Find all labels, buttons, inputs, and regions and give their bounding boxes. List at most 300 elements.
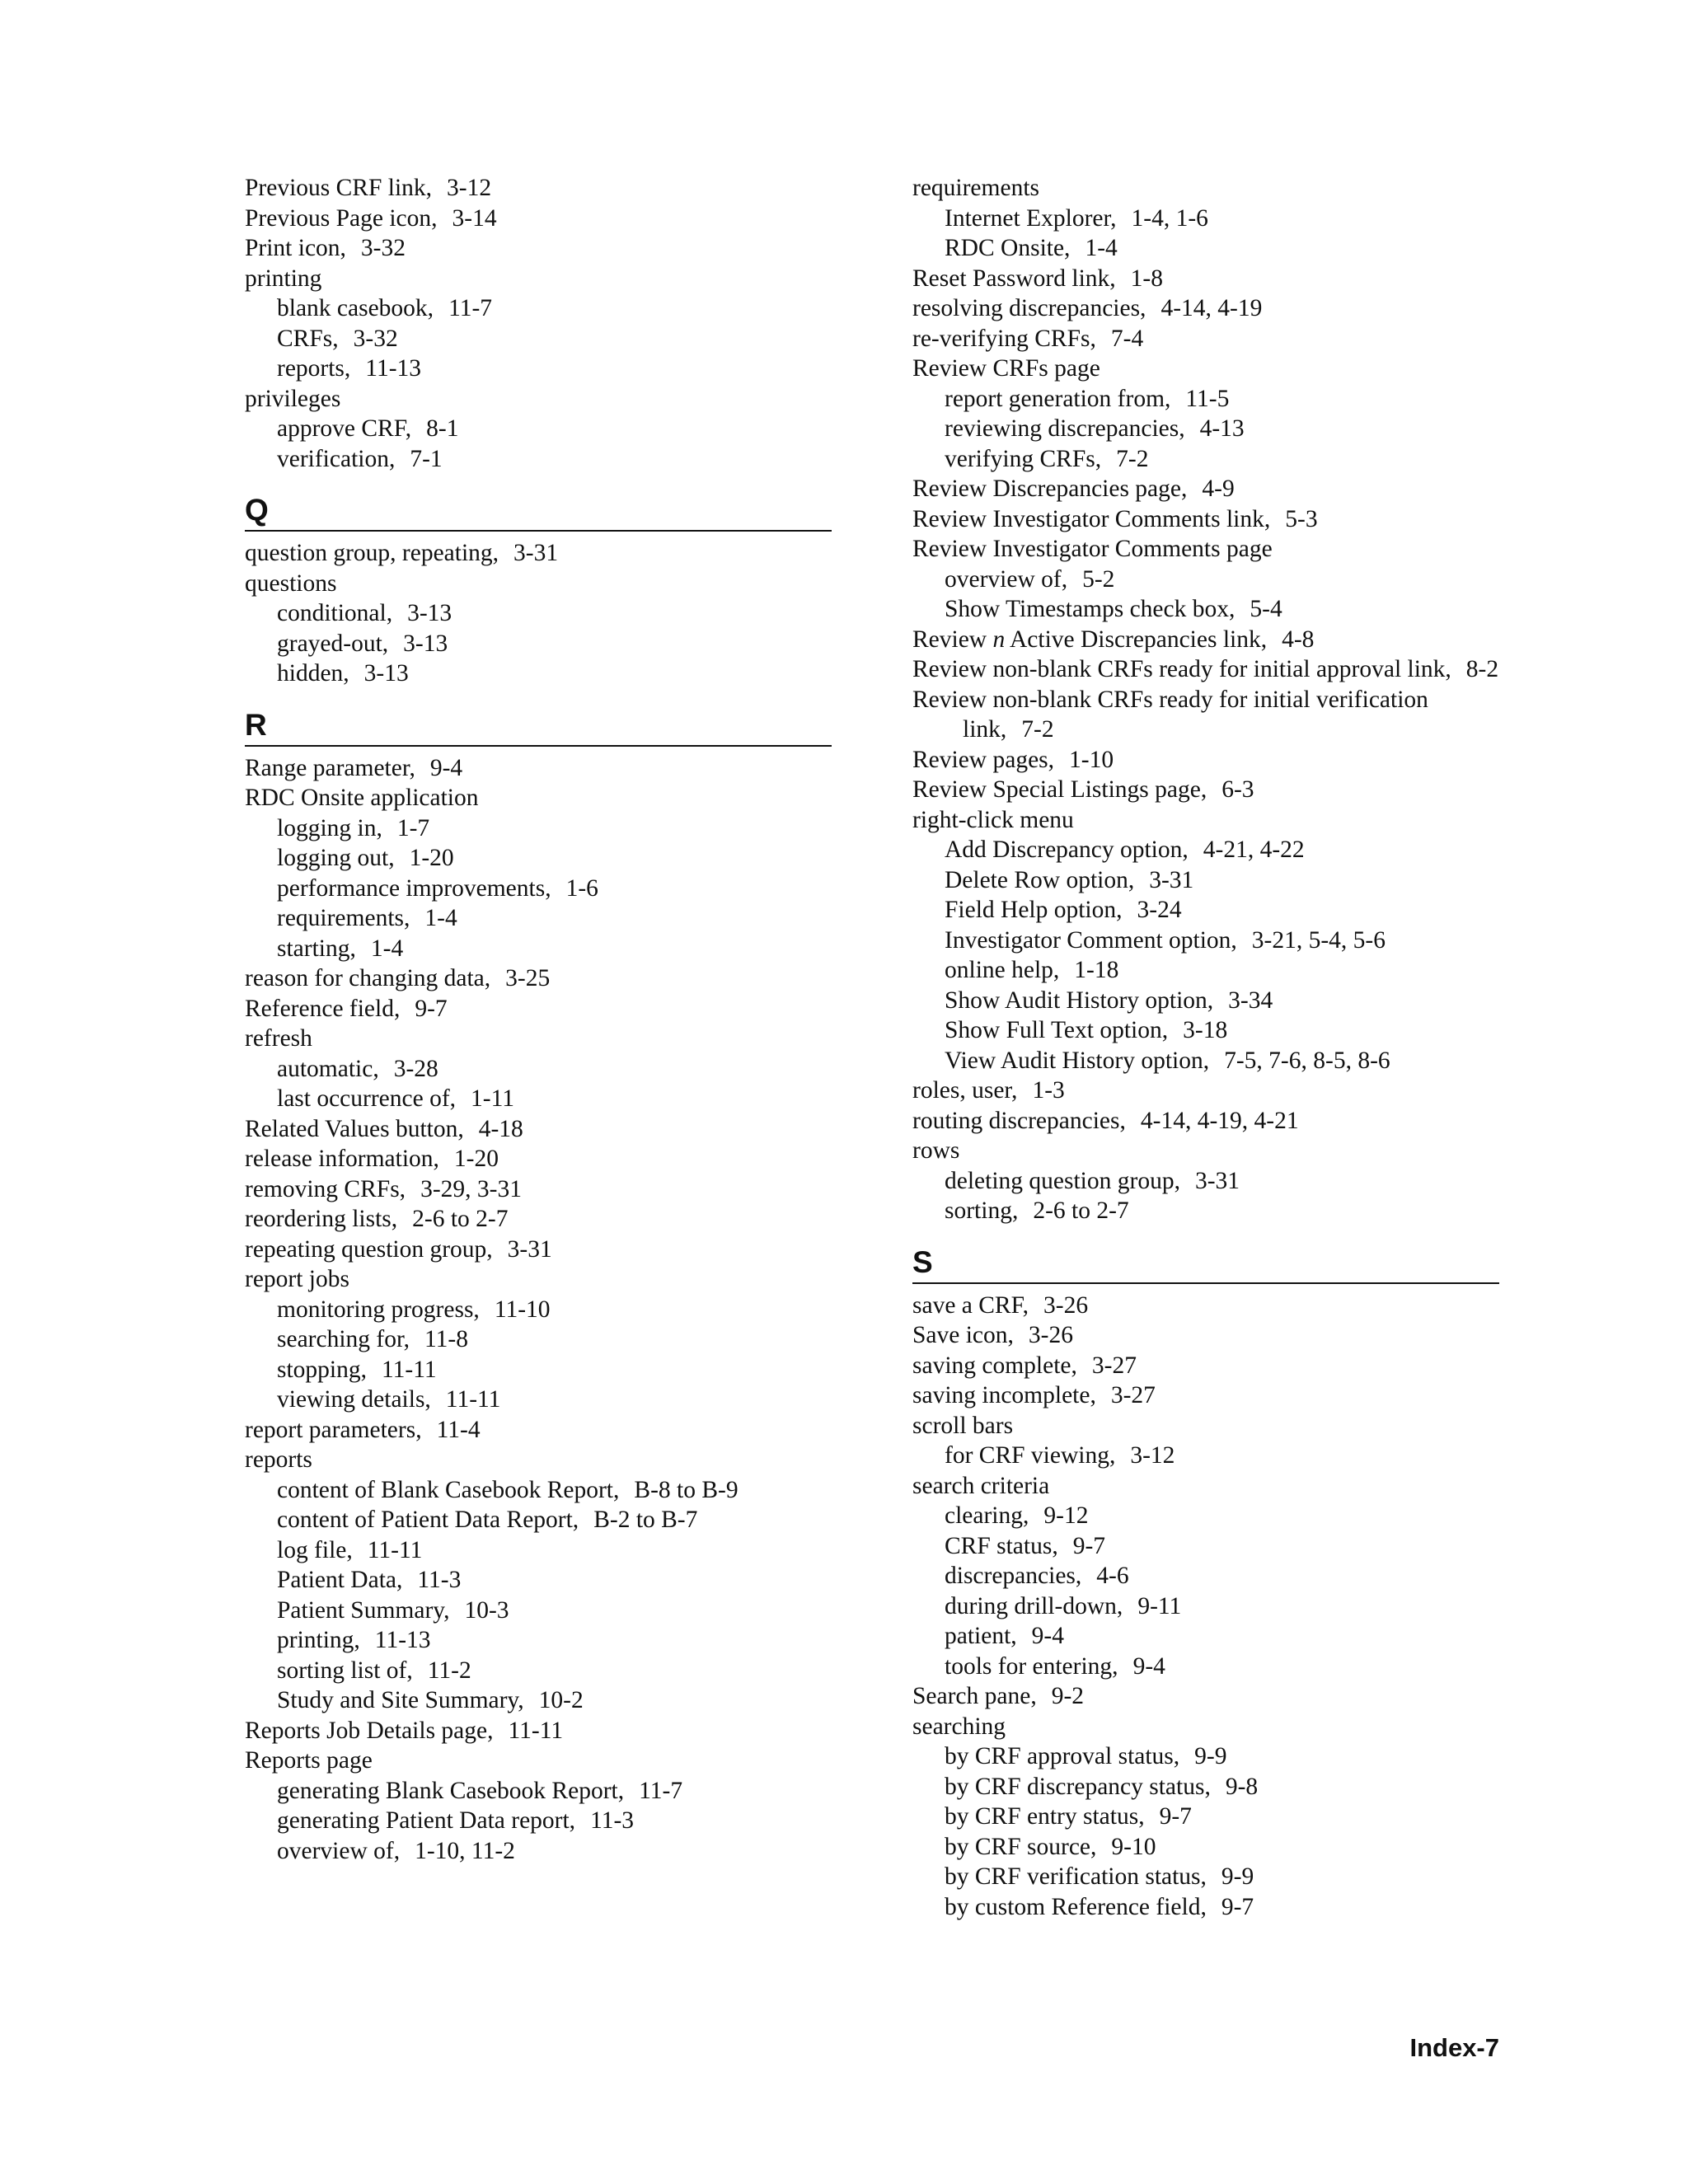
entry-term: refresh (245, 1025, 312, 1052)
index-entry (912, 1712, 1499, 1742)
index-subentry (912, 1652, 1499, 1682)
entry-term: reports, (277, 355, 351, 382)
page-reference: 4-21, 4-22 (1203, 837, 1305, 863)
index-entry (245, 1746, 832, 1776)
page-reference: 11-2 (427, 1657, 471, 1684)
index-entry (245, 753, 832, 784)
index-subentry (245, 1625, 832, 1656)
page-reference: 7-1 (410, 445, 443, 472)
page-reference: 11-3 (590, 1807, 635, 1834)
page-reference: 4-8 (1282, 626, 1315, 653)
index-subentry (245, 598, 832, 629)
entry-term: Review Investigator Comments link, (912, 505, 1271, 532)
index-subentry (245, 414, 832, 444)
entry-term: searching for, (277, 1326, 410, 1352)
index-entry (245, 1174, 832, 1205)
index-entry (245, 1445, 832, 1475)
index-subentry (245, 354, 832, 384)
index-column-right (912, 173, 1499, 1922)
entry-term: content of Patient Data Report, (277, 1507, 579, 1533)
entry-term: sorting list of, (277, 1657, 413, 1684)
index-entry (245, 1716, 832, 1746)
index-subentry (245, 1836, 832, 1867)
index-entry (245, 994, 832, 1024)
entry-term: Patient Data, (277, 1567, 403, 1593)
index-subentry (912, 1741, 1499, 1772)
entry-term-italic: n (992, 626, 1006, 653)
index-subentry (245, 658, 832, 689)
index-entry (245, 783, 832, 813)
entry-term: Review (912, 626, 993, 653)
page-reference: 11-11 (445, 1386, 501, 1413)
page-reference: 10-3 (464, 1596, 509, 1624)
index-subentry (245, 934, 832, 964)
index-subentry (245, 629, 832, 659)
index-subentry (912, 1832, 1499, 1863)
index-subentry (912, 444, 1499, 475)
page-reference: 11-13 (374, 1627, 431, 1653)
index-subentry (912, 1166, 1499, 1197)
page-reference: 1-11 (471, 1085, 515, 1112)
entry-term: stopping, (277, 1356, 367, 1383)
entry-term: grayed-out, (277, 630, 389, 657)
entry-term: release information, (245, 1146, 439, 1172)
entry-term: logging in, (277, 814, 382, 841)
page-reference: 1-20 (409, 845, 454, 871)
page-reference: 3-21, 5-4, 5-6 (1251, 926, 1386, 954)
page-reference: B-2 to B-7 (593, 1507, 698, 1533)
index-entry (912, 1076, 1499, 1106)
index-entry (912, 775, 1499, 805)
index-entry (912, 1136, 1499, 1166)
page-reference: 4-13 (1199, 415, 1245, 442)
index-entry (245, 1024, 832, 1054)
index-subentry (245, 1505, 832, 1535)
page-reference: 7-4 (1110, 325, 1144, 352)
index-subentry (912, 895, 1499, 926)
index-entry (912, 474, 1499, 504)
entry-term: by CRF source, (945, 1833, 1097, 1860)
page-reference: 11-4 (436, 1416, 481, 1443)
page-reference: 7-2 (1021, 716, 1054, 743)
entry-term: Search pane, (912, 1683, 1037, 1709)
index-entry (912, 293, 1499, 324)
page-reference: 11-11 (382, 1356, 437, 1383)
entry-term: Review Investigator Comments page (912, 536, 1273, 562)
entry-term: Show Full Text option, (945, 1017, 1169, 1043)
page-reference: 11-10 (494, 1296, 551, 1323)
page-reference: 2-6 to 2-7 (412, 1206, 509, 1232)
entry-term: reason for changing data, (245, 965, 491, 991)
index-subentry (912, 1441, 1499, 1471)
entry-term: rows (912, 1137, 960, 1164)
page-reference: 3-26 (1043, 1291, 1089, 1319)
page-reference: 1-4, 1-6 (1131, 204, 1208, 232)
entry-term: reports (245, 1446, 312, 1473)
page-reference: 1-8 (1130, 265, 1163, 292)
index-subentry (245, 1385, 832, 1415)
entry-term: performance improvements, (277, 874, 551, 902)
index-subentry (912, 865, 1499, 896)
entry-term: Add Discrepancy option, (945, 837, 1189, 863)
entry-term: Review non-blank CRFs ready for initial verification link, (912, 686, 1428, 743)
entry-term: by CRF discrepancy status, (945, 1773, 1211, 1800)
index-entry (245, 1204, 832, 1235)
page-reference: 4-14, 4-19 (1160, 295, 1263, 321)
page-reference: 3-13 (403, 630, 448, 657)
page-reference: 5-4 (1250, 596, 1282, 622)
entry-term: conditional, (277, 600, 393, 626)
page-reference: 9-7 (415, 995, 448, 1022)
index-subentry (912, 565, 1499, 595)
index-subentry (245, 1475, 832, 1506)
index-entry (912, 685, 1499, 745)
index-subentry (912, 955, 1499, 986)
page-reference: 11-7 (448, 295, 493, 321)
page-reference: 9-10 (1111, 1833, 1156, 1860)
index-subentry (912, 1015, 1499, 1046)
index-subentry (245, 1806, 832, 1836)
index-subentry (912, 233, 1499, 264)
page-reference: 5-2 (1082, 565, 1115, 593)
page-reference: 9-2 (1051, 1683, 1085, 1709)
entry-term: generating Patient Data report, (277, 1807, 576, 1834)
entry-term: Patient Summary, (277, 1596, 450, 1624)
page-reference: 4-14, 4-19, 4-21 (1140, 1107, 1299, 1134)
index-entry (912, 1291, 1499, 1321)
entry-term: sorting, (945, 1197, 1019, 1224)
entry-term: report generation from, (945, 385, 1171, 412)
index-entry (912, 625, 1499, 655)
entry-term: questions (245, 569, 337, 597)
page-reference: 4-6 (1096, 1563, 1129, 1589)
entry-term: repeating question group, (245, 1235, 493, 1263)
entry-term: verification, (277, 445, 396, 472)
page-reference: 3-14 (452, 204, 497, 232)
page-reference: 3-12 (1130, 1442, 1175, 1469)
entry-term: overview of, (945, 565, 1068, 593)
entry-term: during drill-down, (945, 1592, 1123, 1619)
entry-term: printing (245, 265, 322, 292)
page-reference: 11-8 (424, 1326, 468, 1352)
page-reference: 9-7 (1159, 1803, 1192, 1830)
page-reference: 11-11 (508, 1717, 564, 1744)
index-subentry (912, 384, 1499, 415)
index-subentry (245, 1054, 832, 1085)
entry-term: right-click menu (912, 806, 1074, 833)
index-subentry (245, 903, 832, 934)
index-subentry (912, 1561, 1499, 1591)
index-subentry (912, 204, 1499, 234)
index-subentry (245, 1535, 832, 1566)
index-subentry (912, 1862, 1499, 1892)
index-entry (912, 173, 1499, 204)
page-reference: 6-3 (1221, 776, 1254, 803)
entry-term: Reports page (245, 1747, 373, 1774)
page-reference: 4-18 (478, 1115, 523, 1142)
page-reference: 2-6 to 2-7 (1033, 1197, 1129, 1224)
entry-term: save a CRF, (912, 1291, 1029, 1319)
index-subentry (245, 874, 832, 904)
entry-term: Previous Page icon, (245, 204, 438, 232)
page-reference: 8-1 (426, 415, 459, 442)
entry-term: resolving discrepancies, (912, 295, 1146, 321)
page-reference: 10-2 (538, 1687, 584, 1713)
entry-term: Show Timestamps check box, (945, 596, 1236, 622)
index-column-left (245, 173, 832, 1866)
index-subentry (912, 414, 1499, 444)
index-subentry (245, 1596, 832, 1626)
index-subentry (245, 1776, 832, 1807)
entry-term: RDC Onsite application (245, 785, 479, 811)
entry-term: Internet Explorer, (945, 204, 1117, 232)
entry-term: verifying CRFs, (945, 445, 1102, 472)
entry-term: generating Blank Casebook Report, (277, 1777, 625, 1804)
page-reference: 7-2 (1116, 445, 1149, 472)
entry-term: CRFs, (277, 325, 339, 352)
index-subentry (245, 1355, 832, 1385)
page-reference: 4-9 (1202, 476, 1235, 502)
page-reference: 3-26 (1028, 1322, 1073, 1348)
page-reference: 11-3 (417, 1567, 462, 1593)
index-subentry (245, 1656, 832, 1686)
entry-term: viewing details, (277, 1386, 431, 1413)
page-reference: 3-31 (507, 1235, 552, 1263)
index-subentry (912, 1892, 1499, 1923)
entry-term: scroll bars (912, 1412, 1014, 1439)
page-reference: 9-4 (429, 754, 463, 781)
page-reference: 3-12 (447, 175, 492, 201)
index-entry (245, 264, 832, 294)
index-entry (245, 538, 832, 569)
entry-term: automatic, (277, 1055, 379, 1082)
entry-term: by CRF approval status, (945, 1743, 1180, 1769)
index-subentry (912, 835, 1499, 865)
page-reference: 1-10, 11-2 (415, 1837, 515, 1864)
page-reference: 9-9 (1194, 1743, 1227, 1769)
index-entry (912, 1681, 1499, 1712)
page-reference: 1-4 (1085, 235, 1118, 261)
index-subentry (912, 1591, 1499, 1622)
index-entry (245, 173, 832, 204)
index-subentry (912, 986, 1499, 1016)
index-subentry (245, 444, 832, 475)
page-reference: 3-29, 3-31 (420, 1175, 522, 1202)
page-reference: 9-11 (1137, 1592, 1182, 1619)
page-reference: 3-18 (1183, 1017, 1228, 1043)
index-entry (912, 504, 1499, 535)
index-subentry (912, 926, 1499, 956)
index-subentry (245, 1685, 832, 1716)
index-entry (245, 963, 832, 994)
entry-term: CRF status, (945, 1532, 1058, 1559)
letter-heading: R (245, 689, 832, 747)
entry-term: Reference field, (245, 995, 401, 1022)
index-entry (245, 1264, 832, 1295)
index-entry (912, 1380, 1499, 1411)
entry-term: report jobs (245, 1266, 349, 1292)
index-subentry (912, 594, 1499, 625)
entry-term: starting, (277, 935, 356, 962)
index-subentry (245, 1324, 832, 1355)
page-reference: 3-32 (353, 325, 398, 352)
entry-term: requirements (912, 175, 1039, 201)
page-reference: 3-34 (1228, 987, 1273, 1014)
entry-term: last occurrence of, (277, 1085, 457, 1112)
entry-term: saving complete, (912, 1352, 1077, 1379)
index-entry (912, 1106, 1499, 1137)
entry-term: routing discrepancies, (912, 1107, 1126, 1134)
entry-term: by CRF verification status, (945, 1863, 1207, 1890)
entry-term: by CRF entry status, (945, 1803, 1145, 1830)
entry-term: Related Values button, (245, 1115, 464, 1142)
entry-term: Review pages, (912, 746, 1055, 773)
entry-term: Reports Job Details page, (245, 1717, 494, 1744)
entry-term: roles, user, (912, 1077, 1018, 1104)
entry-term: re-verifying CRFs, (912, 325, 1096, 352)
entry-term: Show Audit History option, (945, 987, 1214, 1014)
index-subentry (912, 1046, 1499, 1076)
page-reference: 8-2 (1465, 656, 1499, 682)
page-reference: 3-27 (1091, 1352, 1137, 1379)
index-entry (912, 745, 1499, 776)
page-reference: B-8 to B-9 (634, 1476, 738, 1503)
entry-term: Review non-blank CRFs ready for initial approval link, (912, 656, 1451, 682)
index-subentry (912, 1501, 1499, 1531)
page-reference: 9-9 (1221, 1863, 1254, 1890)
index-subentry (912, 1772, 1499, 1802)
entry-term: Reset Password link, (912, 265, 1116, 292)
entry-term: question group, repeating, (245, 540, 499, 566)
index-subentry (912, 1802, 1499, 1832)
page-reference: 11-7 (639, 1777, 683, 1804)
page-reference: 1-3 (1032, 1077, 1065, 1104)
index-entry (912, 1351, 1499, 1381)
entry-term: deleting question group, (945, 1167, 1180, 1194)
index-entry (245, 569, 832, 599)
entry-term: tools for entering, (945, 1652, 1118, 1680)
index-entry (912, 354, 1499, 384)
entry-term: View Audit History option, (945, 1047, 1210, 1074)
index-subentry (912, 1196, 1499, 1226)
index-entry (912, 654, 1499, 685)
entry-term: by custom Reference field, (945, 1893, 1207, 1920)
index-entry (912, 324, 1499, 354)
page-reference: 1-10 (1069, 746, 1114, 773)
index-subentry (245, 293, 832, 324)
entry-term: report parameters, (245, 1416, 422, 1443)
entry-term: log file, (277, 1536, 353, 1563)
entry-term: Field Help option, (945, 897, 1123, 923)
entry-term: Previous CRF link, (245, 175, 433, 201)
page-reference: 1-20 (453, 1146, 499, 1172)
page-reference: 1-4 (424, 905, 457, 931)
entry-term: Study and Site Summary, (277, 1687, 524, 1713)
page-reference: 1-18 (1074, 957, 1119, 983)
entry-term: logging out, (277, 845, 395, 871)
page-reference: 11-11 (367, 1536, 423, 1563)
entry-term: searching (912, 1713, 1006, 1740)
index-entry (245, 1144, 832, 1174)
entry-term: for CRF viewing, (945, 1442, 1116, 1469)
entry-term: Review Discrepancies page, (912, 476, 1188, 502)
entry-term: hidden, (277, 660, 349, 687)
page-reference: 9-7 (1072, 1532, 1106, 1559)
entry-term: removing CRFs, (245, 1175, 406, 1202)
page-reference: 3-31 (513, 540, 559, 566)
index-entry (912, 264, 1499, 294)
entry-term: Delete Row option, (945, 866, 1135, 893)
index-entry (912, 1411, 1499, 1441)
index-subentry (245, 813, 832, 844)
entry-term: blank casebook, (277, 295, 434, 321)
page-reference: 3-27 (1110, 1382, 1156, 1408)
entry-term: Print icon, (245, 235, 346, 261)
entry-term: privileges (245, 385, 341, 412)
page-reference: 3-31 (1194, 1167, 1240, 1194)
entry-term: overview of, (277, 1837, 401, 1864)
index-entry (912, 1320, 1499, 1351)
index-entry (245, 1235, 832, 1265)
entry-term: reordering lists, (245, 1206, 398, 1232)
page-reference: 9-7 (1221, 1893, 1254, 1920)
entry-term: patient, (945, 1623, 1017, 1649)
page-reference: 9-12 (1043, 1502, 1089, 1529)
entry-term: Investigator Comment option, (945, 926, 1237, 954)
letter-heading: S (912, 1226, 1499, 1284)
page-reference: 5-3 (1285, 505, 1318, 532)
index-entry (245, 233, 832, 264)
entry-term: Review CRFs page (912, 355, 1100, 382)
page-reference: 3-13 (363, 660, 409, 687)
index-entry (912, 534, 1499, 565)
index-subentry (245, 1084, 832, 1114)
index-entry (912, 1471, 1499, 1502)
entry-term: approve CRF, (277, 415, 412, 442)
index-subentry (912, 1531, 1499, 1562)
letter-heading: Q (245, 474, 832, 532)
index-subentry (912, 1621, 1499, 1652)
page-reference: 11-13 (365, 355, 422, 382)
entry-term: content of Blank Casebook Report, (277, 1476, 620, 1503)
page-reference: 9-4 (1031, 1623, 1064, 1649)
index-subentry (245, 1565, 832, 1596)
index-entry (245, 204, 832, 234)
entry-term: printing, (277, 1627, 360, 1653)
index-subentry (245, 843, 832, 874)
page-reference: 3-31 (1149, 866, 1194, 893)
page-reference: 9-8 (1225, 1773, 1259, 1800)
index-entry (912, 805, 1499, 836)
page-number: Index-7 (1409, 2033, 1499, 2062)
index-entry (245, 384, 832, 415)
entry-term: requirements, (277, 905, 410, 931)
page-reference: 1-7 (396, 814, 430, 841)
page-reference: 11-5 (1185, 385, 1230, 412)
page-reference: 3-25 (505, 965, 551, 991)
entry-term: reviewing discrepancies, (945, 415, 1185, 442)
entry-term: RDC Onsite, (945, 235, 1071, 261)
index-subentry (245, 1295, 832, 1325)
page-reference: 3-13 (407, 600, 452, 626)
entry-term: Save icon, (912, 1322, 1014, 1348)
index-subentry (245, 324, 832, 354)
entry-term: clearing, (945, 1502, 1029, 1529)
page-reference: 1-4 (370, 935, 404, 962)
entry-term: search criteria (912, 1472, 1050, 1499)
entry-term: discrepancies, (945, 1563, 1082, 1589)
page-reference: 9-4 (1132, 1652, 1165, 1680)
